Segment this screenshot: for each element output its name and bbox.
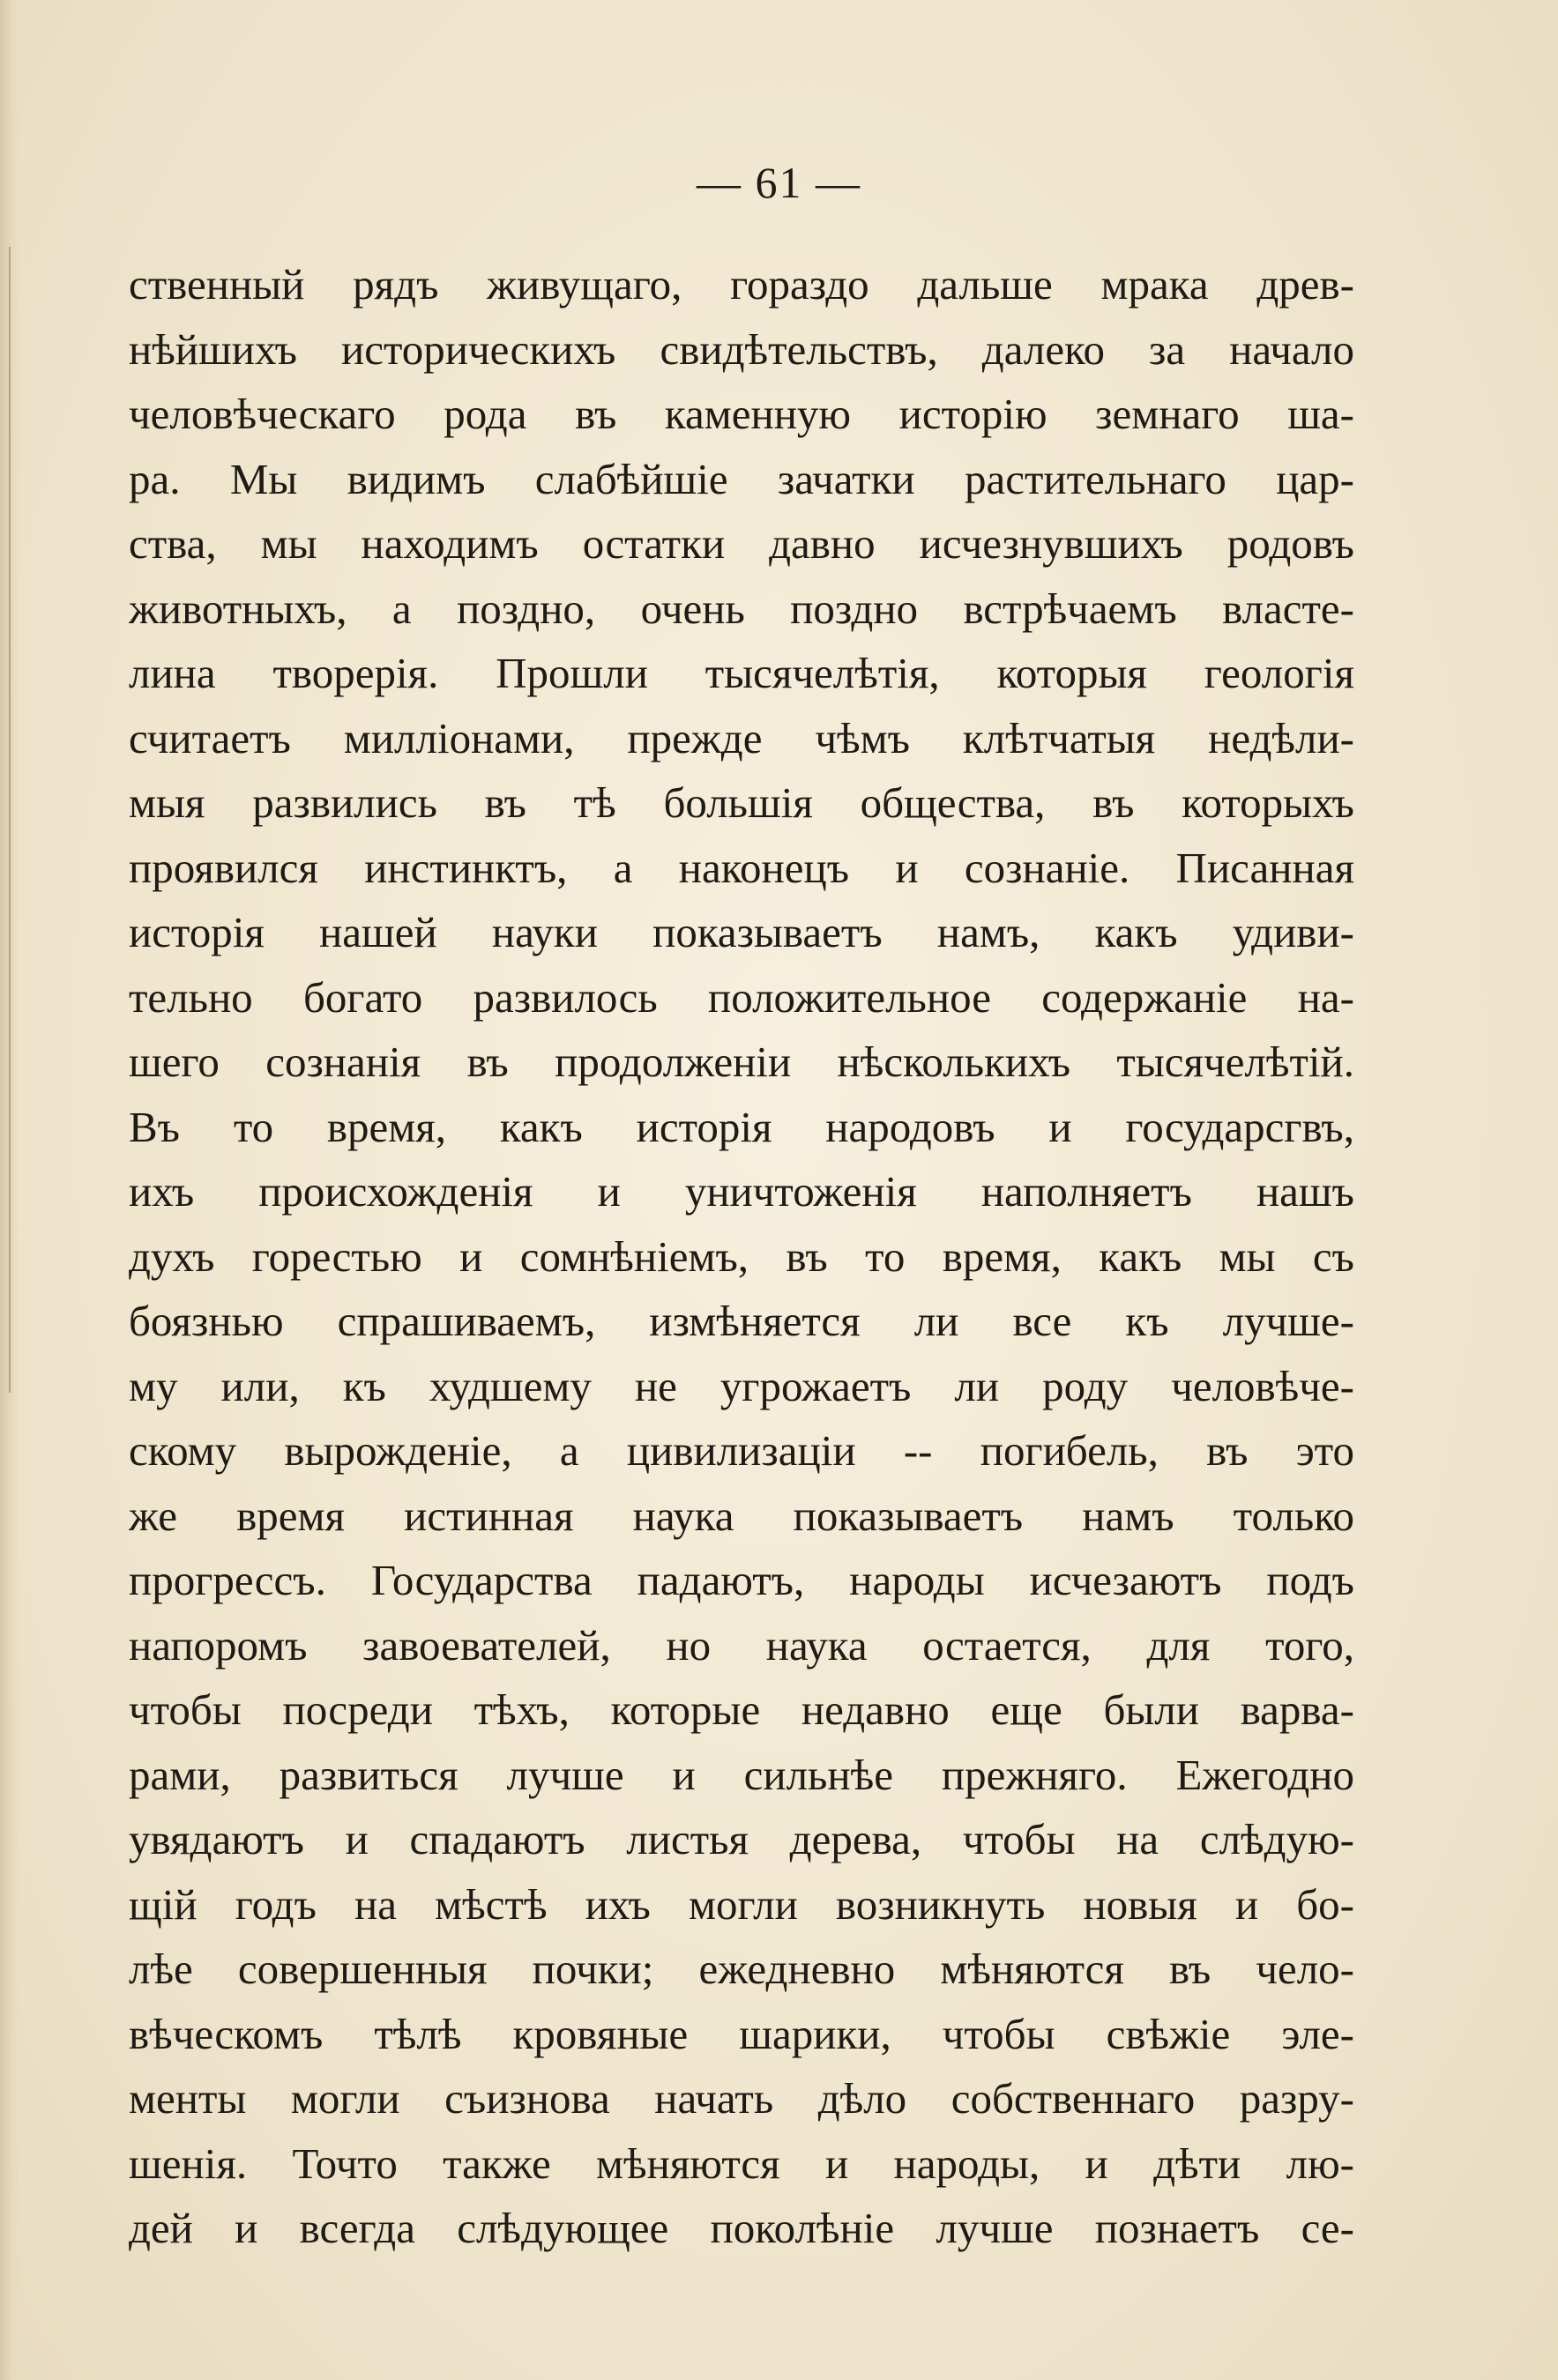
text-line: скому вырожденіе, а цивилизаціи -- погибель, въ это [129,1426,1354,1475]
page-edge-shadow [9,247,11,1393]
text-line: боязнью спрашиваемъ, измѣняется ли все къ лучше- [129,1297,1354,1345]
text-line: дей и всегда слѣдующее поколѣніе лучше познаетъ се- [129,2204,1354,2252]
text-line: животныхъ, а поздно, очень поздно встрѣчаемъ власте- [129,584,1354,633]
text-line: му или, къ худшему не угрожаетъ ли роду человѣче- [129,1361,1354,1410]
text-line: тельно богато развилось положительное содержаніе на- [129,972,1354,1022]
text-line: лина творерія. Прошли тысячелѣтія, которыя геологія [129,649,1354,697]
text-line: нѣйшихъ историческихъ свидѣтельствъ, далеко за начало [129,324,1354,374]
text-line: ихъ происхожденія и уничтоженія наполняетъ нашъ [129,1167,1354,1216]
text-line: прогрессъ. Государства падаютъ, народы исчезаютъ подъ [129,1556,1354,1604]
text-line: менты могли съизнова начать дѣло собственнаго разру- [129,2074,1354,2123]
text-line: мыя развились въ тѣ большія общества, въ которыхъ [129,778,1354,827]
text-line: духъ горестью и сомнѣніемъ, въ то время, какъ мы съ [129,1231,1354,1281]
text-line: шенія. Точто также мѣняются и народы, и дѣти лю- [129,2138,1354,2188]
text-line: вѣческомъ тѣлѣ кровяные шарики, чтобы свѣжіе эле- [129,2009,1354,2058]
text-line: проявился инстинктъ, а наконецъ и сознаніе. Писанная [129,843,1354,892]
page-number: — 61 — [697,158,861,207]
text-line: же время истинная наука показываетъ намъ только [129,1491,1354,1540]
text-line: ства, мы находимъ остатки давно исчезнувшихъ родовъ [129,519,1354,568]
text-line: рами, развиться лучше и сильнѣе прежняго. Ежегодно [129,1750,1354,1799]
body-text [129,252,1354,2261]
text-line: считаетъ милліонами, прежде чѣмъ клѣтчатыя недѣли- [129,713,1354,762]
text-line: лѣе совершенныя почки; ежедневно мѣняются въ чело- [129,1945,1354,1993]
text-line: исторія нашей науки показываетъ намъ, какъ удиви- [129,908,1354,956]
text-line: напоромъ завоевателей, но наука остается, для того, [129,1620,1354,1670]
text-line: щій годъ на мѣстѣ ихъ могли возникнуть новыя и бо- [129,1879,1354,1929]
text-line: Въ то время, какъ исторія народовъ и государсгвъ, [129,1102,1354,1151]
text-line: увядаютъ и спадаютъ листья дерева, чтобы на слѣдую- [129,1815,1354,1863]
text-line: ственный рядъ живущаго, гораздо дальше мрака древ- [129,260,1354,309]
text-line: чтобы посреди тѣхъ, которые недавно еще были варва- [129,1685,1354,1734]
text-line: шего сознанія въ продолженіи нѣсколькихъ тысячелѣтій. [129,1038,1354,1086]
text-line: ра. Мы видимъ слабѣйшіе зачатки растительнаго цар- [129,454,1354,503]
text-line: человѣческаго рода въ каменную исторію земнаго ша- [129,390,1354,438]
